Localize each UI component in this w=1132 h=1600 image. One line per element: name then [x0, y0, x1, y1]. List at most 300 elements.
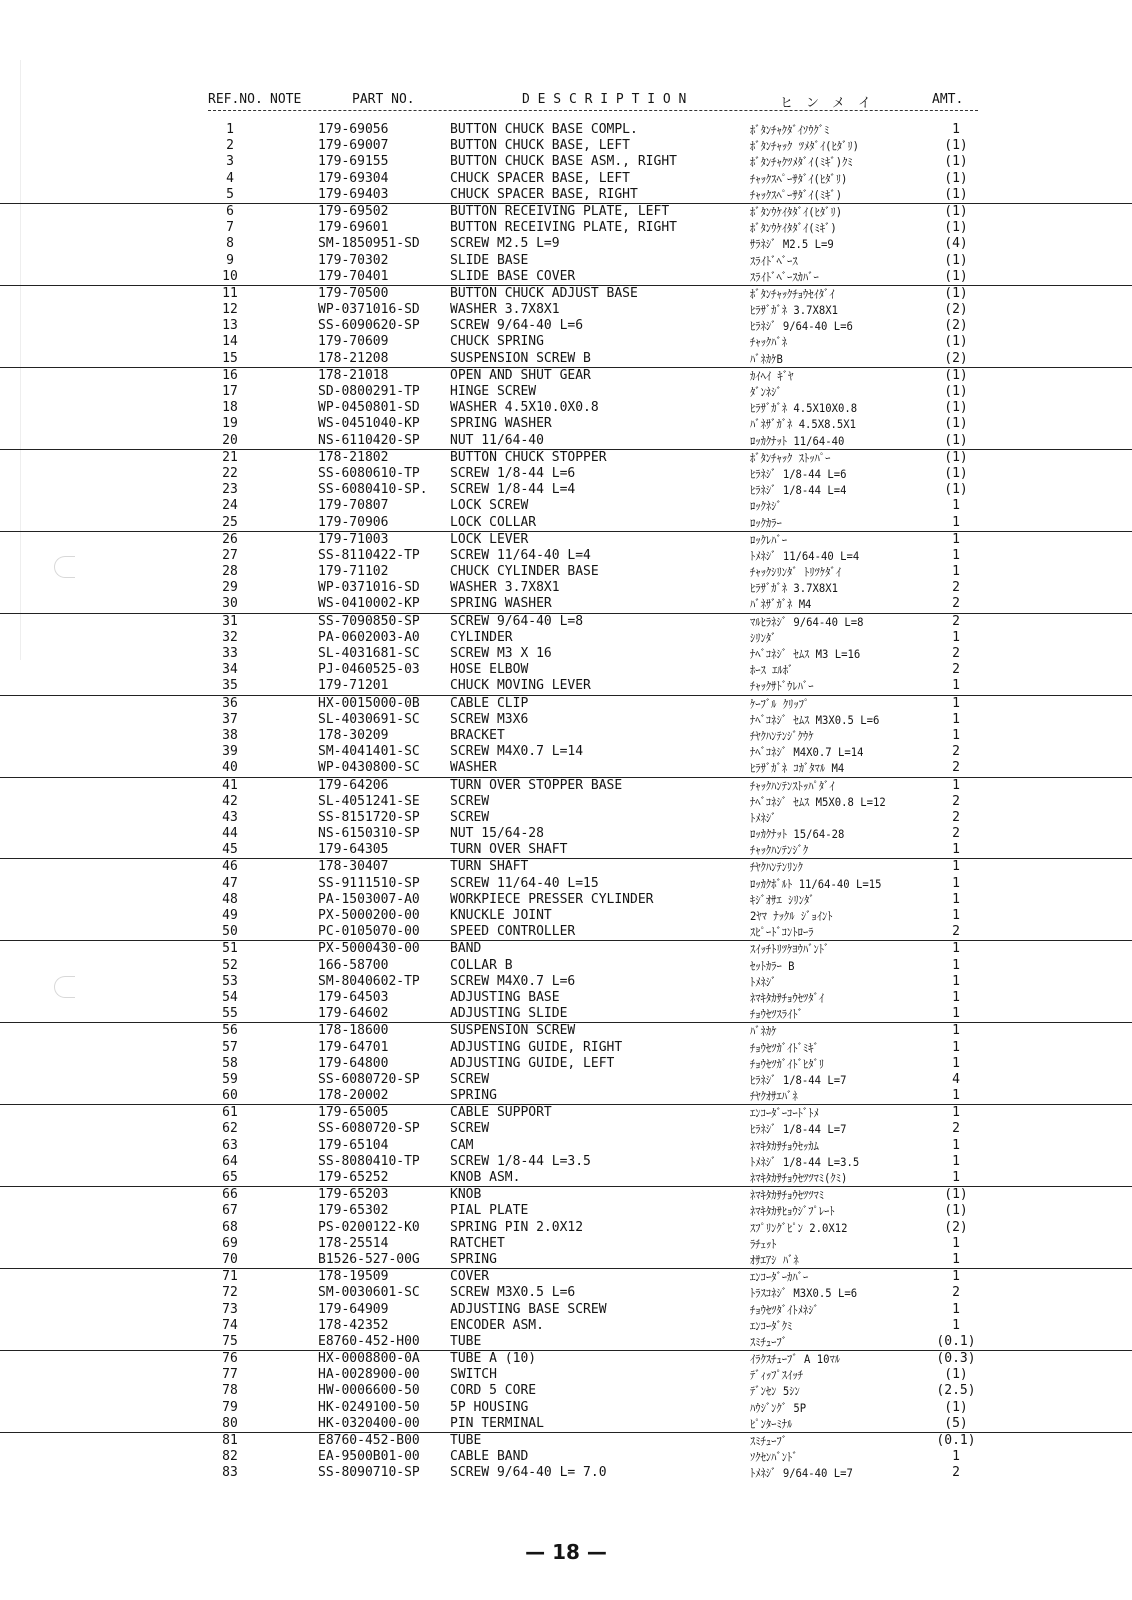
row-kana-name: ｽﾋﾟｰﾄﾞｺﾝﾄﾛｰﾗ: [750, 925, 814, 940]
row-description: CHUCK SPACER BASE, RIGHT: [450, 186, 638, 202]
row-description: CABLE CLIP: [450, 695, 529, 711]
row-kana-name: ﾗﾁｪｯﾄ: [750, 1236, 777, 1251]
row-part-no: PX-5000200-00: [318, 908, 420, 923]
row-description: SCREW: [450, 1121, 490, 1137]
row-kana-name: ﾛｯｸｶﾗｰ: [750, 515, 782, 530]
row-part-no: 179-69502: [318, 203, 389, 219]
row-kana-name: ｽｲｯﾁﾄﾘﾂｹﾖｳﾊﾞﾝﾄﾞ: [750, 942, 830, 957]
row-amount: 1: [952, 1105, 960, 1121]
row-kana-name: ﾏﾙﾋﾗﾈｼﾞ 9/64-40 L=8: [750, 614, 864, 629]
row-kana-name: ﾛｯｸﾚﾊﾞｰ: [750, 532, 788, 547]
row-amount: (1): [944, 170, 968, 186]
row-amount: (4): [944, 236, 968, 252]
row-ref: 62: [222, 1121, 238, 1137]
table-row: [0, 696, 1132, 712]
row-kana-name: ﾁｮｳｾﾂｶﾞｲﾄﾞﾋﾀﾞﾘ: [750, 1056, 825, 1071]
row-amount: (1): [944, 367, 968, 383]
row-description: WORKPIECE PRESSER CYLINDER: [450, 891, 654, 907]
table-row: [0, 368, 1132, 384]
row-description: NUT 11/64-40: [450, 432, 544, 448]
row-kana-name: ｻﾗﾈｼﾞ M2.5 L=9: [750, 237, 834, 252]
row-description: SLIDE BASE: [450, 252, 529, 268]
row-description: SCREW: [450, 1071, 490, 1087]
row-description: OPEN AND SHUT GEAR: [450, 367, 591, 383]
row-description: TUBE: [450, 1433, 482, 1448]
row-description: ENCODER ASM.: [450, 1317, 544, 1333]
row-kana-name: 2ﾔﾏ ﾅｯｸﾙ ｼﾞｮｲﾝﾄ: [750, 909, 833, 923]
row-description: LOCK COLLAR: [450, 514, 537, 530]
row-amount: (1): [944, 384, 968, 399]
row-kana-name: ﾎﾞﾀﾝﾁｬｯｸﾁｮｳｾｲﾀﾞｲ: [750, 286, 835, 301]
row-description: BUTTON RECEIVING PLATE, LEFT: [450, 203, 670, 219]
row-description: PIAL PLATE: [450, 1203, 529, 1219]
row-amount: 1: [952, 531, 960, 547]
row-part-no: SM-4041401-SC: [318, 744, 420, 760]
row-part-no: PS-0200122-K0: [318, 1219, 420, 1235]
row-kana-name: ﾊﾞﾈｶｹ: [750, 1024, 777, 1039]
row-part-no: 179-69403: [318, 186, 389, 202]
row-amount: (1): [944, 432, 968, 448]
row-description: CAM: [450, 1137, 474, 1153]
row-amount: 2: [952, 826, 960, 842]
row-ref: 45: [222, 842, 238, 858]
row-amount: (0.1): [936, 1333, 976, 1349]
table-row: [0, 941, 1132, 957]
header-divider: [208, 110, 978, 111]
table-row: [0, 433, 1132, 450]
row-ref: 1: [226, 122, 234, 137]
row-part-no: NS-6150310-SP: [318, 826, 420, 842]
row-ref: 48: [222, 891, 238, 907]
row-amount: (1): [944, 1399, 968, 1415]
row-kana-name: ﾀﾞﾝﾈｼﾞ: [750, 385, 782, 399]
row-amount: 1: [952, 973, 960, 989]
row-part-no: 179-70807: [318, 498, 389, 514]
row-kana-name: ﾁｬｯｸｽﾍﾟｰｻﾀﾞｲ(ﾐｷﾞ): [750, 187, 843, 202]
table-row: [0, 908, 1132, 924]
row-kana-name: ﾊﾞﾈｻﾞｶﾞﾈ 4.5X8.5X1: [750, 417, 857, 432]
header-part-no: PART NO.: [352, 92, 415, 107]
row-kana-name: ﾄﾒﾈｼﾞ: [750, 810, 777, 825]
page-number: — 18 —: [525, 1540, 607, 1564]
table-row: [0, 482, 1132, 498]
table-row: [0, 204, 1132, 220]
row-part-no: EA-9500B01-00: [318, 1449, 420, 1465]
row-ref: 14: [222, 334, 238, 350]
row-ref: 64: [222, 1153, 238, 1169]
row-ref: 59: [222, 1071, 238, 1087]
row-ref: 40: [222, 760, 238, 776]
row-ref: 24: [222, 498, 238, 514]
row-part-no: 166-58700: [318, 957, 389, 973]
row-part-no: SS-7090850-SP: [318, 613, 420, 629]
row-description: CABLE SUPPORT: [450, 1105, 552, 1121]
row-ref: 51: [222, 941, 238, 957]
table-row: [0, 253, 1132, 269]
row-kana-name: ﾋﾗﾈｼﾞ 1/8-44 L=7: [750, 1122, 847, 1137]
table-row: [0, 1220, 1132, 1236]
row-part-no: PA-0602003-A0: [318, 629, 420, 645]
row-ref: 60: [222, 1088, 238, 1104]
table-row: [0, 1006, 1132, 1023]
row-part-no: WP-0430800-SC: [318, 760, 420, 776]
table-row: [0, 1351, 1132, 1367]
row-amount: 2: [952, 809, 960, 825]
row-ref: 7: [226, 220, 234, 236]
row-ref: 8: [226, 236, 234, 252]
row-part-no: 179-65104: [318, 1137, 389, 1153]
row-part-no: WP-0371016-SD: [318, 302, 420, 318]
row-kana-name: ﾊｳｼﾞﾝｸﾞ 5P: [750, 1400, 807, 1415]
row-part-no: E8760-452-B00: [318, 1433, 420, 1448]
table-row: [0, 318, 1132, 334]
row-ref: 73: [222, 1301, 238, 1317]
row-kana-name: ﾅﾍﾞｺﾈｼﾞ ｾﾑｽ M3 L=16: [750, 647, 861, 661]
row-ref: 5: [226, 186, 234, 202]
row-amount: (2): [944, 318, 968, 334]
row-part-no: 179-70906: [318, 514, 389, 530]
table-row: [0, 646, 1132, 662]
row-ref: 26: [222, 531, 238, 547]
row-ref: 32: [222, 629, 238, 645]
row-description: SCREW M3X0.5 L=6: [450, 1285, 576, 1301]
table-row: [0, 187, 1132, 204]
row-kana-name: ﾄﾗｽｺﾈｼﾞ M3X0.5 L=6: [750, 1286, 858, 1301]
row-amount: (0.1): [936, 1433, 976, 1448]
row-kana-name: ﾅﾍﾞｺﾈｼﾞ ｾﾑｽ M5X0.8 L=12: [750, 794, 886, 809]
row-part-no: 178-30209: [318, 727, 389, 743]
row-ref: 66: [222, 1187, 238, 1203]
row-kana-name: ﾎﾞﾀﾝﾁｬｸﾂﾒﾀﾞｲ(ﾐｷﾞ)ｸﾐ: [750, 155, 853, 170]
row-amount: 2: [952, 924, 960, 940]
table-row: [0, 1433, 1132, 1449]
row-amount: 1: [952, 629, 960, 645]
row-ref: 82: [222, 1449, 238, 1465]
row-kana-name: ｾｯﾄｶﾗｰ B: [750, 958, 795, 973]
row-part-no: 178-21802: [318, 449, 389, 465]
row-part-no: E8760-452-H00: [318, 1333, 420, 1349]
row-ref: 27: [222, 547, 238, 563]
row-part-no: 179-69155: [318, 154, 389, 170]
row-part-no: 178-20002: [318, 1088, 389, 1104]
row-part-no: HK-0320400-00: [318, 1415, 420, 1431]
row-kana-name: ﾈﾏｷﾀｶｻﾁｮｳｾﾂﾂﾏﾐ: [750, 1188, 825, 1203]
row-kana-name: ｴﾝｺｰﾀﾞｸﾐ: [750, 1318, 793, 1333]
row-description: SPRING WASHER: [450, 416, 552, 432]
row-part-no: SL-4051241-SE: [318, 793, 420, 809]
row-ref: 25: [222, 514, 238, 530]
table-row: [0, 400, 1132, 416]
row-kana-name: ｶｲﾍｲ ｷﾞﾔ: [750, 368, 794, 383]
row-ref: 20: [222, 432, 238, 448]
row-amount: (0.3): [936, 1351, 976, 1367]
row-kana-name: ﾁﾔｸｵｻｴﾊﾞﾈ: [750, 1089, 798, 1104]
row-part-no: 178-18600: [318, 1023, 389, 1039]
row-amount: 1: [952, 957, 960, 973]
table-row: [0, 662, 1132, 678]
row-description: KNOB ASM.: [450, 1170, 521, 1185]
row-part-no: 179-64602: [318, 1006, 389, 1022]
row-ref: 67: [222, 1203, 238, 1219]
row-part-no: WS-0410002-KP: [318, 596, 420, 612]
row-amount: 1: [952, 859, 960, 875]
row-amount: 2: [952, 596, 960, 612]
row-description: SCREW 9/64-40 L=8: [450, 613, 584, 629]
row-description: WASHER 4.5X10.0X0.8: [450, 400, 599, 416]
row-ref: 18: [222, 400, 238, 416]
row-description: CHUCK SPACER BASE, LEFT: [450, 170, 631, 186]
table-row: [0, 1236, 1132, 1252]
table-row: [0, 286, 1132, 302]
table-row: [0, 974, 1132, 990]
row-part-no: PC-0105070-00: [318, 924, 420, 940]
row-amount: 1: [952, 1317, 960, 1333]
row-part-no: 178-30407: [318, 859, 389, 875]
row-ref: 11: [222, 285, 238, 301]
table-row: [0, 548, 1132, 564]
row-kana-name: ｷｼﾞｵｻｴ ｼﾘﾝﾀﾞ: [750, 892, 815, 907]
table-row: [0, 515, 1132, 532]
row-amount: 1: [952, 875, 960, 891]
row-description: SCREW 1/8-44 L=3.5: [450, 1153, 591, 1169]
table-row: [0, 269, 1132, 286]
row-description: ADJUSTING BASE SCREW: [450, 1301, 607, 1317]
row-ref: 52: [222, 957, 238, 973]
row-amount: 1: [952, 989, 960, 1005]
row-amount: 2: [952, 744, 960, 760]
table-row: [0, 532, 1132, 548]
row-kana-name: ﾄﾒﾈｼﾞ 1/8-44 L=3.5: [750, 1154, 860, 1169]
row-amount: 2: [952, 1465, 960, 1481]
row-kana-name: ﾛｯｶｸﾎﾞﾙﾄ 11/64-40 L=15: [750, 876, 882, 891]
row-description: HINGE SCREW: [450, 384, 537, 399]
row-description: SCREW 1/8-44 L=6: [450, 465, 576, 481]
row-ref: 38: [222, 727, 238, 743]
row-amount: 2: [952, 793, 960, 809]
row-amount: (1): [944, 1203, 968, 1219]
table-row: [0, 1187, 1132, 1203]
row-description: LOCK SCREW: [450, 498, 529, 514]
table-row: [0, 1416, 1132, 1433]
row-kana-name: ｽﾌﾟﾘﾝｸﾞﾋﾟﾝ 2.0X12: [750, 1220, 848, 1235]
table-row: [0, 728, 1132, 744]
table-row: [0, 580, 1132, 596]
row-ref: 34: [222, 662, 238, 678]
row-kana-name: ﾁｬｯｸﾊﾞﾈ: [750, 335, 788, 350]
row-kana-name: ﾎﾞﾀﾝﾁｬｸﾀﾞｲｿｳｸﾞﾐ: [750, 123, 830, 137]
row-ref: 12: [222, 302, 238, 318]
row-amount: 1: [952, 1088, 960, 1104]
row-ref: 22: [222, 465, 238, 481]
row-amount: 1: [952, 842, 960, 858]
table-row: [0, 1400, 1132, 1416]
row-part-no: 179-64305: [318, 842, 389, 858]
row-ref: 39: [222, 744, 238, 760]
row-ref: 6: [226, 203, 234, 219]
row-kana-name: ﾁﾔｸﾊﾝﾃﾝｼﾞｸｳｹ: [750, 728, 814, 743]
row-kana-name: ﾅﾍﾞｺﾈｼﾞ M4X0.7 L=14: [750, 745, 864, 760]
table-row: [0, 236, 1132, 252]
row-part-no: SL-4030691-SC: [318, 711, 420, 727]
row-description: TURN OVER SHAFT: [450, 842, 568, 858]
table-row: [0, 990, 1132, 1006]
row-description: SPRING WASHER: [450, 596, 552, 612]
row-amount: 2: [952, 580, 960, 596]
table-row: [0, 1023, 1132, 1039]
row-kana-name: ﾈﾏｷﾀｶｻﾋｮｳｼﾞﾌﾟﾚｰﾄ: [750, 1204, 835, 1219]
row-kana-name: ﾎｰｽ ｴﾙﾎﾞ: [750, 663, 794, 678]
table-row: [0, 1334, 1132, 1351]
row-kana-name: ｽﾗｲﾄﾞﾍﾞｰｽ: [750, 253, 798, 268]
row-description: TUBE A (10): [450, 1351, 537, 1367]
row-amount: (2): [944, 302, 968, 318]
row-part-no: WP-0450801-SD: [318, 400, 420, 416]
row-description: HOSE ELBOW: [450, 662, 529, 678]
row-ref: 43: [222, 809, 238, 825]
row-part-no: SS-6080720-SP: [318, 1121, 420, 1137]
row-description: SCREW 11/64-40 L=15: [450, 875, 599, 891]
row-description: SWITCH: [450, 1367, 497, 1383]
row-description: TURN SHAFT: [450, 859, 529, 875]
row-description: SCREW: [450, 809, 490, 825]
row-description: ADJUSTING BASE: [450, 989, 560, 1005]
row-amount: 1: [952, 727, 960, 743]
row-description: WASHER 3.7X8X1: [450, 580, 560, 596]
row-ref: 79: [222, 1399, 238, 1415]
row-part-no: PA-1503007-A0: [318, 891, 420, 907]
row-part-no: 178-19509: [318, 1269, 389, 1285]
row-description: SLIDE BASE COVER: [450, 268, 576, 284]
row-ref: 71: [222, 1269, 238, 1285]
row-description: SCREW M2.5 L=9: [450, 236, 560, 252]
row-amount: (1): [944, 285, 968, 301]
row-description: SCREW M4X0.7 L=6: [450, 973, 576, 989]
header-amount: AMT.: [932, 92, 964, 107]
row-description: WASHER 3.7X8X1: [450, 302, 560, 318]
row-amount: 1: [952, 1023, 960, 1039]
parts-table: [0, 122, 1132, 1482]
table-row: [0, 466, 1132, 482]
row-part-no: 179-71102: [318, 564, 389, 580]
row-part-no: SL-4031681-SC: [318, 646, 420, 661]
row-description: BUTTON RECEIVING PLATE, RIGHT: [450, 220, 677, 236]
row-part-no: 179-69304: [318, 170, 389, 186]
row-ref: 33: [222, 646, 238, 661]
row-ref: 69: [222, 1235, 238, 1251]
row-part-no: 178-21018: [318, 367, 389, 383]
row-kana-name: ﾄﾒﾈｼﾞ: [750, 974, 777, 989]
row-description: CHUCK CYLINDER BASE: [450, 564, 599, 580]
row-part-no: 179-70302: [318, 252, 389, 268]
row-kana-name: ﾋﾗｻﾞｶﾞﾈ 4.5X10X0.8: [750, 401, 858, 416]
row-ref: 13: [222, 318, 238, 334]
row-amount: 2: [952, 760, 960, 776]
table-row: [0, 154, 1132, 170]
row-amount: (1): [944, 449, 968, 465]
row-ref: 35: [222, 678, 238, 694]
row-part-no: 179-70609: [318, 334, 389, 350]
row-amount: 1: [952, 1269, 960, 1285]
row-ref: 81: [222, 1433, 238, 1448]
row-description: CABLE BAND: [450, 1449, 529, 1465]
row-part-no: 179-64800: [318, 1055, 389, 1071]
row-part-no: SS-6080610-TP: [318, 465, 420, 481]
header-description: D E S C R I P T I O N: [522, 92, 687, 107]
row-part-no: 178-21208: [318, 350, 389, 366]
row-kana-name: ﾁｮｳｾﾂｶﾞｲﾄﾞﾐｷﾞ: [750, 1040, 819, 1055]
row-description: SPRING PIN 2.0X12: [450, 1219, 584, 1235]
row-kana-name: ﾃﾞｨｯﾌﾟｽｲｯﾁ: [750, 1368, 803, 1383]
row-amount: 1: [952, 1301, 960, 1317]
table-row: [0, 564, 1132, 580]
row-kana-name: ｴﾝｺｰﾀﾞｰｺｰﾄﾞﾄﾒ: [750, 1106, 819, 1121]
row-ref: 61: [222, 1105, 238, 1121]
row-part-no: SM-1850951-SD: [318, 236, 420, 252]
row-ref: 42: [222, 793, 238, 809]
row-part-no: SS-6090620-SP: [318, 318, 420, 334]
row-part-no: 178-25514: [318, 1235, 389, 1251]
table-row: [0, 122, 1132, 138]
row-ref: 2: [226, 138, 234, 154]
row-amount: 1: [952, 678, 960, 694]
row-amount: 1: [952, 1055, 960, 1071]
row-description: TUBE: [450, 1333, 482, 1349]
row-part-no: 179-64503: [318, 989, 389, 1005]
row-amount: 1: [952, 695, 960, 711]
row-ref: 31: [222, 613, 238, 629]
row-part-no: 179-64909: [318, 1301, 389, 1317]
row-kana-name: ﾈﾏｷﾀｶｻﾁｮｳｾｯｶﾑ: [750, 1138, 819, 1153]
table-row: [0, 859, 1132, 875]
row-description: SUSPENSION SCREW B: [450, 350, 591, 366]
row-part-no: HW-0006600-50: [318, 1383, 420, 1399]
row-amount: (1): [944, 465, 968, 481]
row-description: SCREW M3 X 16: [450, 646, 552, 661]
row-amount: 1: [952, 891, 960, 907]
row-kana-name: ﾛｯｶｸﾅｯﾄ 11/64-40: [750, 433, 845, 448]
row-description: KNUCKLE JOINT: [450, 908, 552, 923]
row-kana-name: ﾋﾗﾈｼﾞ 1/8-44 L=7: [750, 1072, 847, 1087]
table-row: [0, 1269, 1132, 1285]
row-description: SCREW 11/64-40 L=4: [450, 547, 591, 563]
row-kana-name: ﾎﾞﾀﾝｳｹｲﾀﾀﾞｲ(ﾋﾀﾞﾘ): [750, 204, 843, 219]
table-row: [0, 1072, 1132, 1088]
row-part-no: 179-64701: [318, 1039, 389, 1055]
row-part-no: SS-6080720-SP: [318, 1071, 420, 1087]
table-row: [0, 744, 1132, 760]
table-row: [0, 678, 1132, 695]
row-ref: 55: [222, 1006, 238, 1022]
row-description: TURN OVER STOPPER BASE: [450, 777, 623, 793]
table-row: [0, 1318, 1132, 1334]
row-ref: 30: [222, 596, 238, 612]
row-kana-name: ﾄﾒﾈｼﾞ 9/64-40 L=7: [750, 1466, 853, 1481]
row-amount: 1: [952, 1137, 960, 1153]
row-amount: (1): [944, 1187, 968, 1203]
row-kana-name: ﾎﾞﾀﾝｳｹｲﾀﾀﾞｲ(ﾐｷﾞ): [750, 221, 837, 236]
row-amount: (2.5): [936, 1383, 976, 1399]
row-part-no: 179-69007: [318, 138, 389, 154]
row-kana-name: ﾁｬｯｸｻﾄﾞｳﾚﾊﾞｰ: [750, 679, 814, 694]
row-kana-name: ｼﾘﾝﾀﾞ: [750, 630, 777, 645]
row-kana-name: ﾊﾞﾈｶｹB: [750, 351, 783, 366]
row-part-no: 179-69601: [318, 220, 389, 236]
row-amount: (1): [944, 186, 968, 202]
row-description: SPEED CONTROLLER: [450, 924, 576, 940]
row-kana-name: ﾛｯｸﾈｼﾞ: [750, 499, 782, 514]
row-amount: 1: [952, 1153, 960, 1169]
row-ref: 19: [222, 416, 238, 432]
